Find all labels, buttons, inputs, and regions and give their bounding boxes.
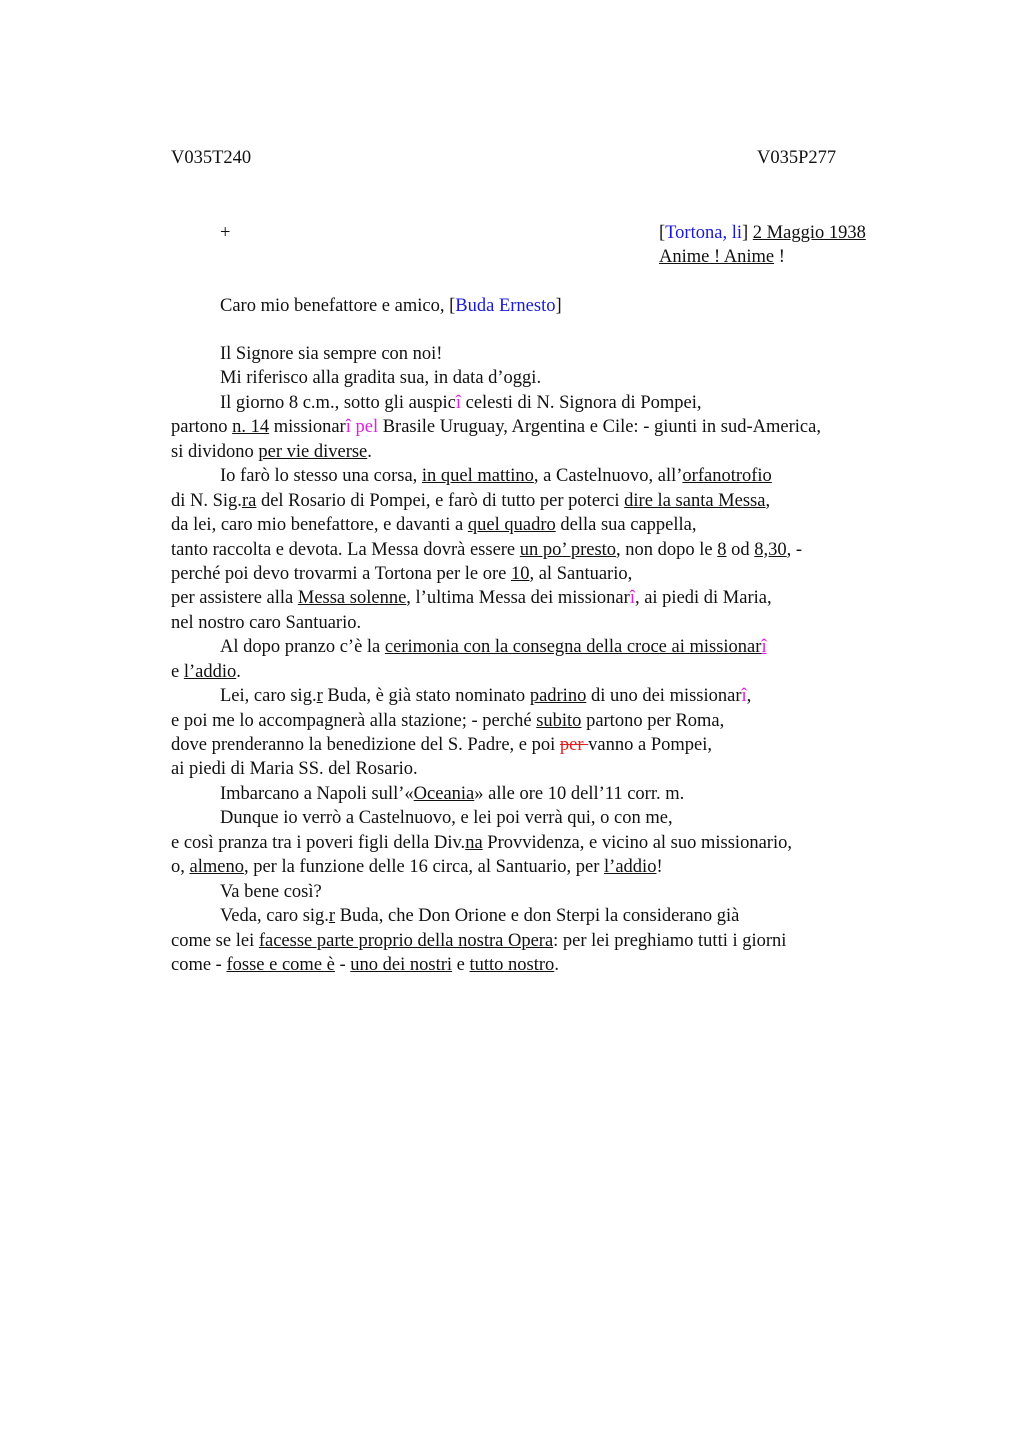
text-segment: 10: [510, 563, 530, 584]
text-segment: od: [726, 539, 755, 560]
text-segment: della sua cappella,: [555, 515, 697, 536]
text-segment: nel nostro caro Santuario.: [171, 612, 362, 633]
letter-line: [171, 733, 931, 757]
letter-line: [171, 635, 931, 659]
text-segment: r: [328, 906, 336, 927]
text-segment: cerimonia con la consegna della croce ai missionar: [384, 637, 762, 658]
text-segment: ra: [241, 490, 257, 511]
salutation: Caro mio benefattore e amico, [Buda Ernesto]: [220, 296, 562, 316]
text-segment: î: [629, 588, 635, 609]
text-segment: un po’ presto: [519, 539, 617, 560]
document-code-left: V035T240: [171, 148, 252, 168]
text-segment: per assistere alla: [171, 588, 298, 609]
letter-line: [171, 782, 931, 806]
letter-line: [171, 586, 931, 610]
text-segment: partono: [171, 417, 233, 438]
text-segment: , ai piedi di Maria,: [634, 588, 772, 609]
letter-line: [171, 709, 931, 733]
text-segment: e poi me lo accompagnerà alla stazione; - perché: [171, 710, 537, 731]
text-segment: per vie diverse: [258, 441, 368, 462]
text-segment: î: [761, 637, 767, 658]
text-segment: partono per Roma,: [581, 710, 725, 731]
text-segment: di N. Sig.: [171, 490, 242, 511]
text-segment: orfanotrofio: [682, 466, 772, 487]
text-segment: : per lei preghiamo tutti i giorni: [553, 930, 787, 951]
text-segment: Lei, caro sig.: [220, 686, 317, 707]
letter-line: [171, 806, 931, 830]
text-segment: .: [554, 954, 559, 975]
text-segment: !: [656, 857, 663, 878]
cross-mark: +: [220, 223, 231, 243]
text-segment: dire la santa Messa: [624, 490, 766, 511]
text-segment: Al dopo pranzo c’è la: [220, 637, 385, 658]
text-segment: uno dei nostri: [350, 954, 453, 975]
text-segment: .: [236, 661, 241, 682]
text-segment: , a Castelnuovo, all’: [533, 466, 683, 487]
text-segment: e: [452, 954, 470, 975]
letter-date: 2 Maggio 1938: [752, 223, 866, 243]
letter-line: [171, 342, 931, 366]
text-segment: Buda, è già stato nominato: [322, 686, 530, 707]
text-segment: e: [171, 661, 184, 682]
letter-line: [171, 391, 931, 415]
text-segment: Buda, che Don Orione e don Sterpi la considerano già: [335, 906, 740, 927]
letter-line: [171, 562, 931, 586]
text-segment: da lei, caro mio benefattore, e davanti a: [171, 515, 468, 536]
text-segment: Va bene così?: [220, 881, 322, 902]
letter-line: [171, 415, 931, 439]
date-line: [Tortona, li] 2 Maggio 1938: [659, 223, 866, 243]
text-segment: Il Signore sia sempre con noi!: [220, 344, 443, 364]
letter-line: [171, 684, 931, 708]
text-segment: -: [334, 954, 351, 975]
text-segment: dove prenderanno la benedizione del S. Padre, e poi: [171, 735, 560, 755]
text-segment: na: [465, 832, 483, 853]
recipient-name: Buda Ernesto: [455, 296, 556, 316]
text-segment: celesti di N. Signora di Pompei,: [461, 392, 702, 413]
text-segment: fosse e come è: [226, 954, 335, 975]
letter-line: [171, 831, 931, 855]
letter-line: [171, 855, 931, 879]
text-segment: î: [455, 392, 461, 413]
text-segment: 8,30: [754, 539, 787, 560]
text-segment: , al Santuario,: [529, 563, 633, 584]
letter-line: [171, 611, 931, 635]
letter-line: [171, 880, 931, 904]
text-segment: vanno a Pompei,: [588, 735, 712, 755]
text-segment: r: [316, 686, 323, 707]
text-segment: Mi riferisco alla gradita sua, in data d’oggi.: [220, 368, 542, 389]
text-segment: Il giorno 8 c.m., sotto gli auspic: [220, 392, 456, 413]
letter-line: [171, 464, 931, 488]
text-segment: ai piedi di Maria SS. del Rosario.: [171, 759, 418, 780]
motto-line: [659, 245, 785, 269]
text-segment: per: [559, 735, 589, 755]
text-segment: Veda, caro sig.: [220, 906, 329, 927]
letter-line: [171, 757, 931, 781]
text-segment: Io farò lo stesso una corsa,: [220, 466, 422, 487]
letter-line: [171, 660, 931, 684]
text-segment: ,: [765, 490, 771, 511]
text-segment: n. 14: [232, 417, 270, 438]
text-segment: tutto nostro: [469, 954, 555, 975]
letter-line: [171, 929, 931, 953]
letter-line: [171, 904, 931, 928]
text-segment: come -: [171, 954, 227, 975]
text-segment: Dunque io verrò a Castelnuovo, e lei poi verrà qui, o con me,: [220, 808, 673, 829]
text-segment: î: [741, 686, 747, 707]
text-segment: Imbarcano a Napoli sull’«: [220, 783, 414, 804]
text-segment: perché poi devo trovarmi a Tortona per le ore: [171, 563, 511, 584]
document-code-right: V035P277: [757, 148, 837, 168]
text-segment: ,: [746, 686, 752, 707]
letter-line: [171, 538, 931, 562]
letter-line: [171, 953, 931, 977]
text-segment: 8: [717, 539, 727, 560]
text-segment: .: [367, 441, 372, 462]
letter-line: [171, 440, 931, 464]
text-segment: Oceania: [413, 783, 475, 804]
text-segment: missionar: [269, 417, 346, 438]
text-segment: si dividono: [171, 441, 259, 462]
text-segment: facesse parte proprio della nostra Opera: [258, 930, 554, 951]
text-segment: di uno dei missionar: [586, 686, 742, 707]
text-segment: Provvidenza, e vicino al suo missionario,: [482, 832, 792, 853]
text-segment: come se lei: [171, 930, 259, 951]
text-segment: quel quadro: [467, 515, 556, 536]
text-segment: l’addio: [183, 661, 237, 682]
place-name: Tortona, li: [665, 223, 742, 243]
motto-end: !: [774, 247, 785, 267]
text-segment: e così pranza tra i poveri figli della Div.: [171, 832, 466, 853]
text-segment: , l’ultima Messa dei missionar: [406, 588, 630, 609]
letter-line: [171, 366, 931, 390]
text-segment: î pel: [345, 417, 379, 438]
motto-text: Anime ! Anime: [659, 247, 775, 267]
letter-line: [171, 489, 931, 513]
text-segment: l’addio: [604, 857, 657, 878]
text-segment: in quel mattino: [421, 466, 534, 487]
text-segment: , per la funzione delle 16 circa, al Santuario, per: [243, 857, 605, 878]
text-segment: » alle ore 10 dell’11 corr. m.: [474, 783, 685, 804]
text-segment: o,: [171, 857, 190, 878]
text-segment: Brasile Uruguay, Argentina e Cile: - giunti in sud-America,: [378, 417, 821, 438]
text-segment: Messa solenne: [297, 588, 407, 609]
text-segment: del Rosario di Pompei, e farò di tutto per poterci: [256, 490, 625, 511]
text-segment: padrino: [529, 686, 587, 707]
text-segment: , -: [786, 539, 803, 560]
text-segment: almeno: [189, 857, 244, 878]
salutation-text: Caro mio benefattore e amico,: [220, 296, 450, 316]
text-segment: subito: [536, 710, 582, 731]
letter-body: [171, 342, 931, 977]
text-segment: tanto raccolta e devota. La Messa dovrà essere: [171, 539, 520, 560]
text-segment: , non dopo le: [616, 539, 718, 560]
letter-line: [171, 513, 931, 537]
